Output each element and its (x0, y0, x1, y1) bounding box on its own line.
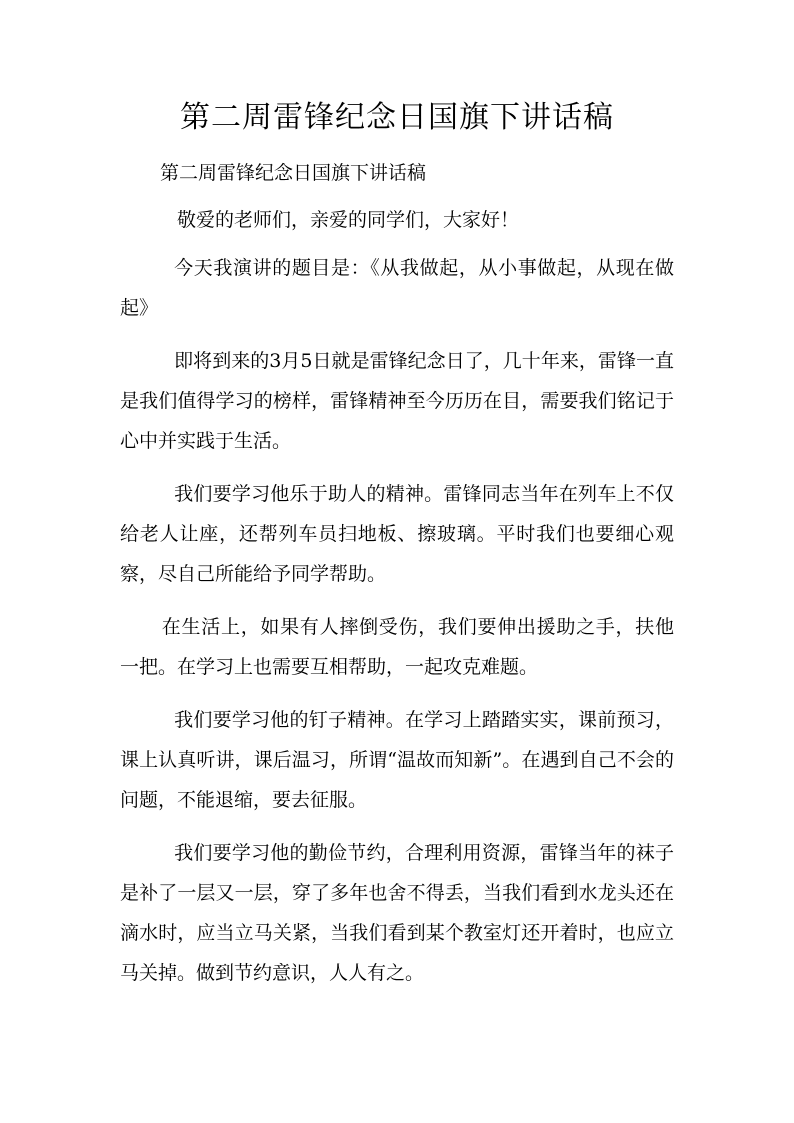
paragraph-intro: 即将到来的3月5日就是雷锋纪念日了，几十年来，雷锋一直是我们值得学习的榜样，雷锋精神至今历历在目，需要我们铭记于心中并实践于生活。 (120, 350, 674, 452)
document-title: 第二周雷锋纪念日国旗下讲话稿 (180, 100, 614, 135)
paragraph-topic: 今天我演讲的题目是：《从我做起，从小事做起，从现在做起》 (120, 257, 674, 319)
document-subtitle: 第二周雷锋纪念日国旗下讲话稿 (160, 162, 427, 184)
paragraph-helping: 我们要学习他乐于助人的精神。雷锋同志当年在列车上不仅给老人让座，还帮列车员扫地板、擦玻璃。平时我们也要细心观察，尽自己所能给予同学帮助。 (120, 483, 674, 585)
greeting-paragraph: 敬爱的老师们，亲爱的同学们，大家好！ (177, 209, 520, 231)
paragraph-thrift: 我们要学习他的勤俭节约，合理利用资源，雷锋当年的袜子是补了一层又一层，穿了多年也舍不得丢，当我们看到水龙头还在滴水时，应当立马关紧，当我们看到某个教室灯还开着时，也应立马关掉。做到节约意识，人人有之。 (120, 842, 674, 984)
paragraph-nail-spirit: 我们要学习他的钉子精神。在学习上踏踏实实，课前预习，课上认真听讲，课后温习，所谓“温故而知新”。在遇到自己不会的问题，不能退缩，要去征服。 (120, 709, 674, 811)
paragraph-life: 在生活上，如果有人摔倒受伤，我们要伸出援助之手，扶他一把。在学习上也需要互相帮助，一起攻克难题。 (120, 616, 674, 678)
